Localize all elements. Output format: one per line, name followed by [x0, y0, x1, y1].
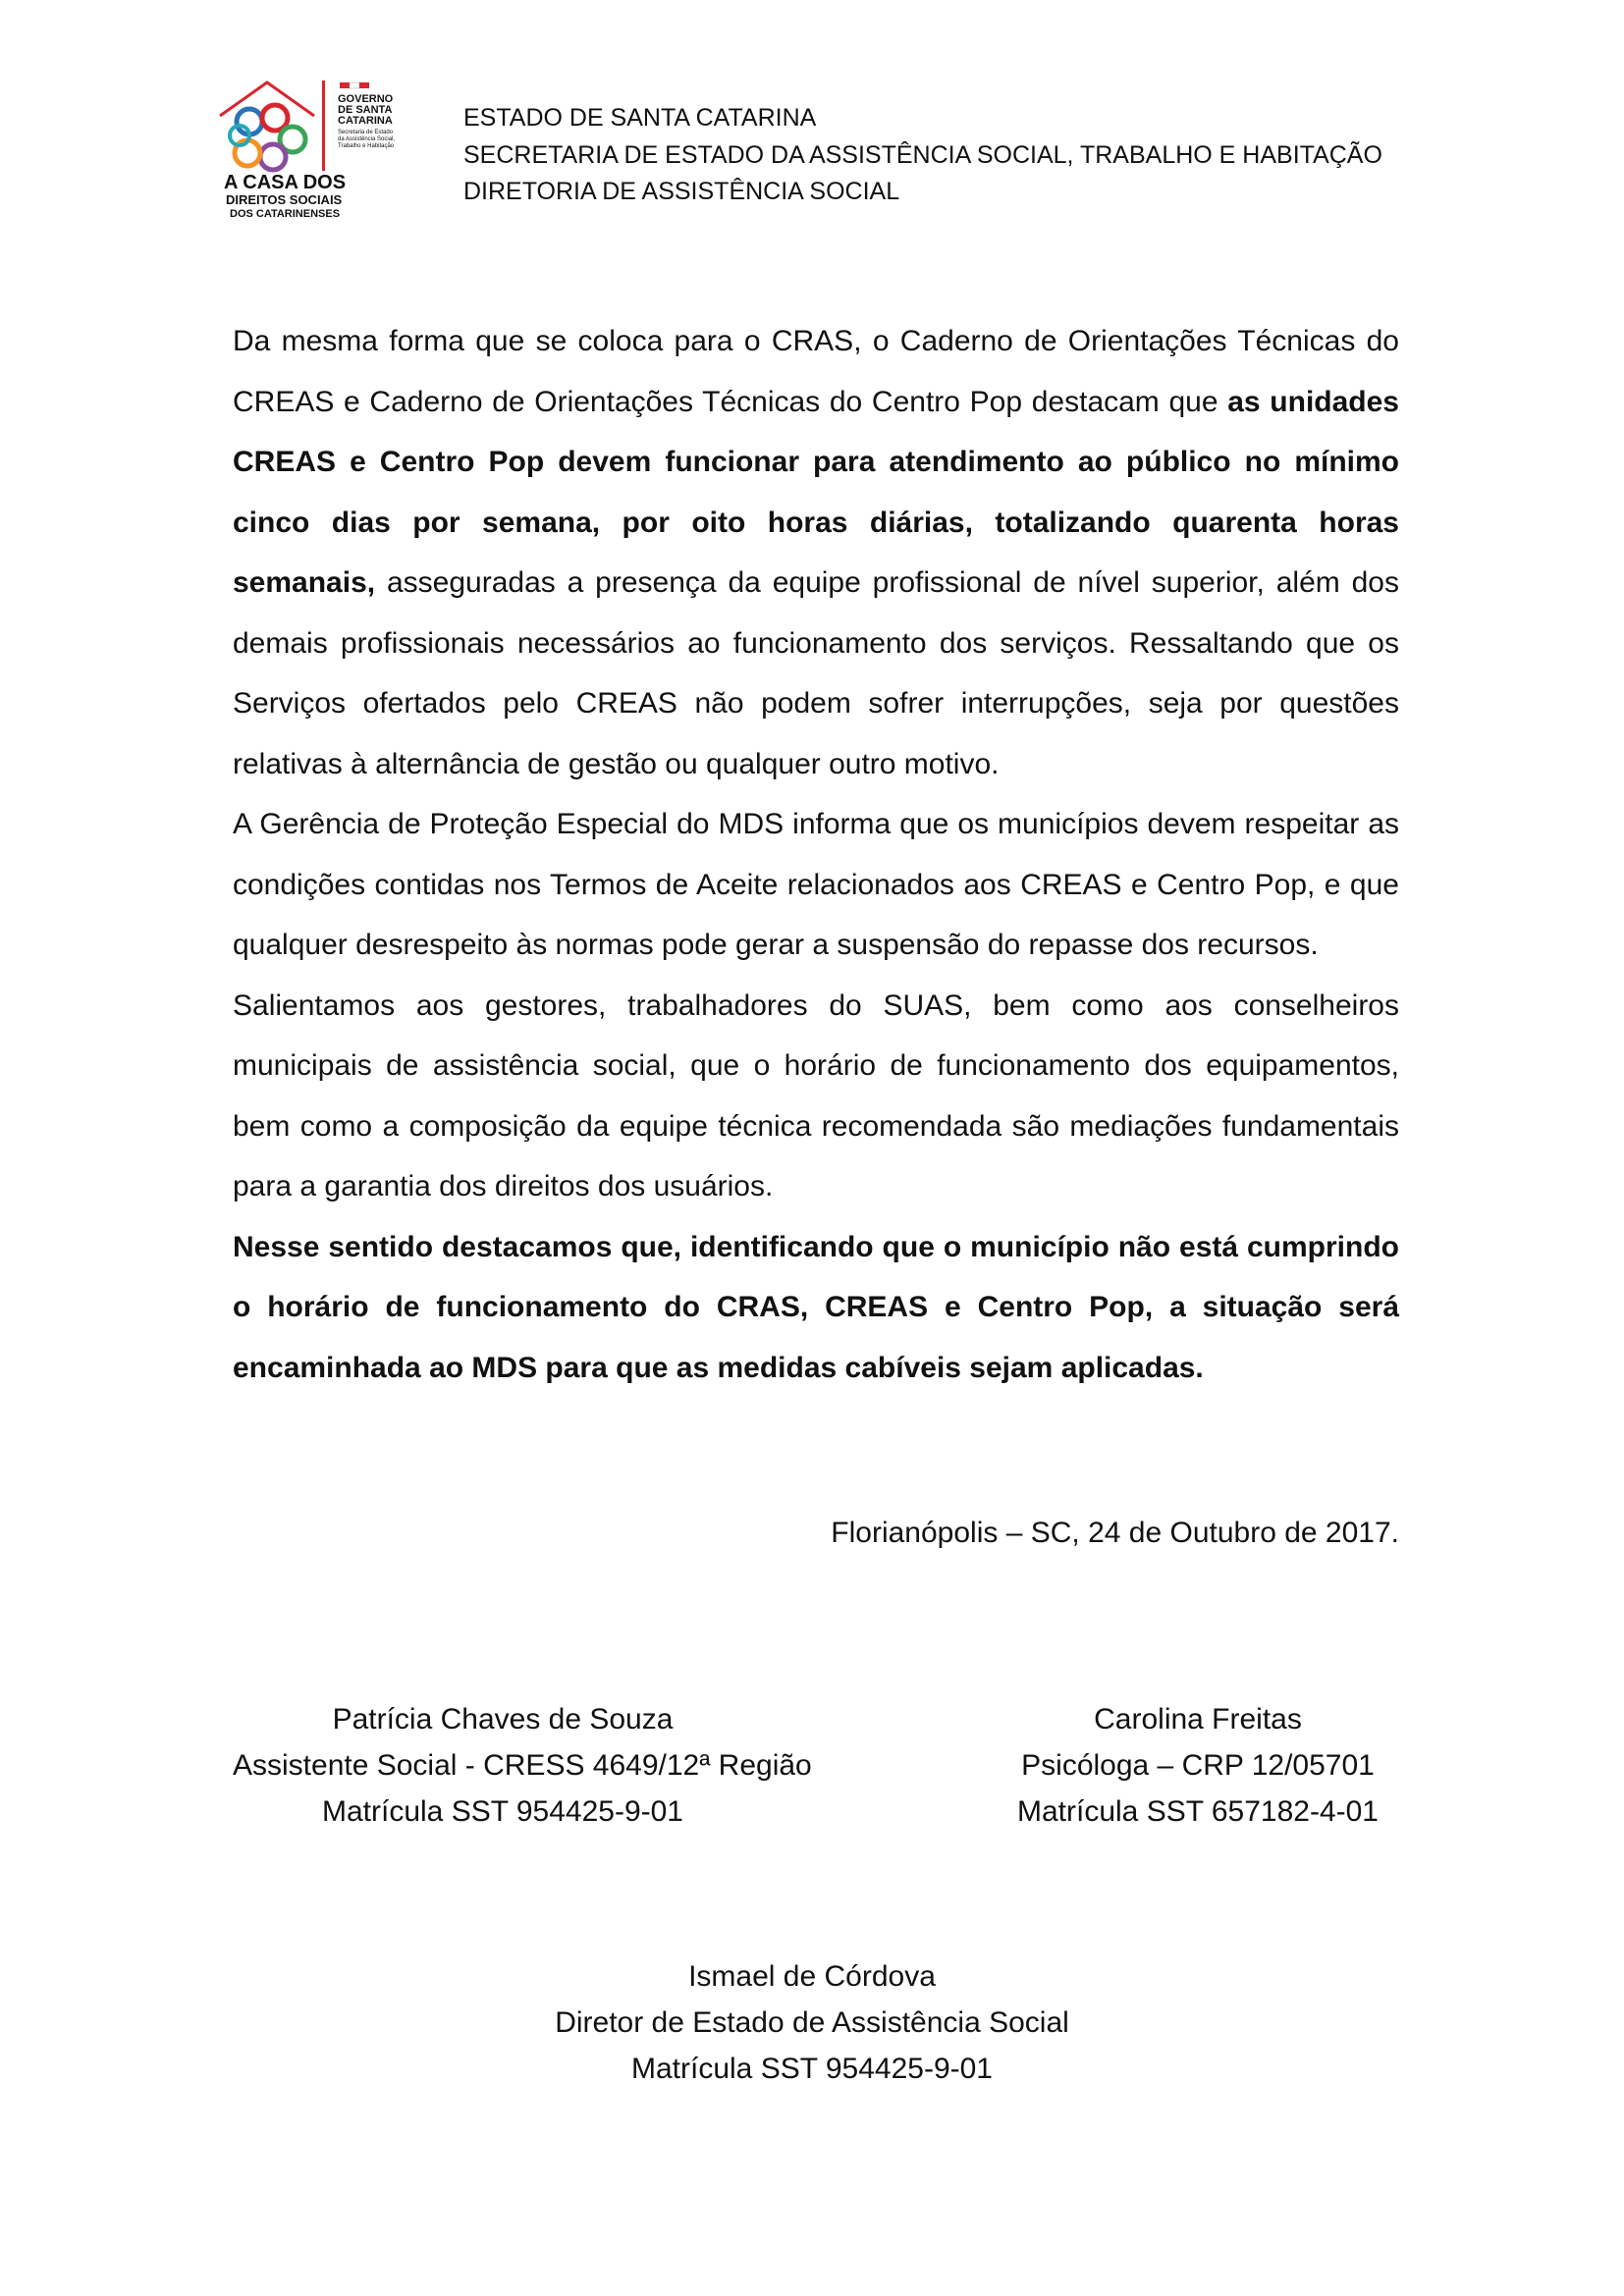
paragraph-4	[233, 1217, 1399, 1399]
paragraph-3: Salientamos aos gestores, trabalhadores do SUAS, bem como aos conselheiros municipais de assistência social, que o horário de funcionamento dos equipamentos, bem como a composição da equipe técnica recomendada são mediações fundamentais para a garantia dos direitos dos usuários.	[233, 988, 1399, 1202]
paragraph-4-text: Nesse sentido destacamos que, identificando que o município não está cumprindo o horário de funcionamento do CRAS, CREAS e Centro Pop, a situação será encaminhada ao MDS para que as medidas cabíveis sejam aplicadas.	[233, 1230, 1399, 1384]
signatory-role: Assistente Social - CRESS 4649/12ª Região	[233, 1749, 812, 1782]
signature-block-director	[517, 1953, 1107, 2092]
logo-gov-line3: CATARINA	[338, 115, 393, 127]
header-logo	[216, 79, 422, 226]
logo-sec-line1: Secretaria de Estado	[338, 130, 394, 135]
logo-gov-line1: GOVERNO	[338, 93, 394, 105]
logo-tagline3: DOS CATARINENSES	[230, 208, 341, 220]
signatory-role: Psicóloga – CRP 12/05701	[1021, 1749, 1375, 1782]
signatory-id: Matrícula SST 954425-9-01	[631, 2053, 993, 2085]
signatory-id: Matrícula SST 954425-9-01	[322, 1795, 683, 1828]
logo-sec-line3: Trabalho e Habitação	[338, 143, 395, 149]
logo-sec-line2: da Assistência Social,	[338, 136, 396, 142]
letterhead-secretariat: SECRETARIA DE ESTADO DA ASSISTÊNCIA SOCIAL, TRABALHO E HABITAÇÃO	[463, 140, 1382, 169]
signatory-name: Carolina Freitas	[1094, 1703, 1302, 1735]
logo-gov-line2: DE SANTA	[338, 104, 393, 116]
paragraph-2: A Gerência de Proteção Especial do MDS informa que os municípios devem respeitar as condições contidas nos Termos de Aceite relacionados aos CREAS e Centro Pop, e que qualquer desrespeito às normas pode gerar a suspensão do repasse dos recursos.	[233, 808, 1399, 961]
letterhead	[463, 100, 1382, 211]
document-date: Florianópolis – SC, 24 de Outubro de 2017.	[831, 1517, 1399, 1549]
paragraph-1-intro: Da mesma forma que se coloca para o CRAS, o Caderno de Orientações Técnicas do CREAS e Caderno de Orientações Técnicas do Centro Pop destacam que	[233, 325, 1399, 418]
document-body	[233, 311, 1399, 1398]
signatory-name: Ismael de Córdova	[688, 1960, 936, 1993]
signature-block-left	[233, 1696, 812, 1835]
logo-graphic	[216, 79, 422, 226]
letterhead-state: ESTADO DE SANTA CATARINA	[463, 104, 817, 132]
signatory-role: Diretor de Estado de Assistência Social	[555, 2006, 1069, 2039]
signature-block-right	[1011, 1696, 1384, 1835]
paragraph-1-emphasis: as unidades CREAS e Centro Pop devem funcionar para atendimento ao público no mínimo cinco dias por semana, por oito horas diárias, totalizando quarenta horas semanais,	[233, 385, 1399, 599]
signatory-name: Patrícia Chaves de Souza	[332, 1703, 674, 1735]
signatory-id: Matrícula SST 657182-4-01	[1017, 1795, 1379, 1828]
paragraph-1-rest: asseguradas a presença da equipe profissional de nível superior, além dos demais profissionais necessários ao funcionamento dos serviços. Ressaltando que os Serviços ofertados pelo CREAS não podem sofrer interrupções, seja por questões relativas à alternância de gestão ou qualquer outro motivo.	[233, 566, 1399, 780]
logo-tagline2: DIREITOS SOCIAIS	[226, 192, 343, 207]
paragraph-1	[233, 311, 1399, 794]
logo-tagline1: A CASA DOS	[224, 172, 347, 193]
letterhead-directorate: DIRETORIA DE ASSISTÊNCIA SOCIAL	[463, 178, 900, 205]
